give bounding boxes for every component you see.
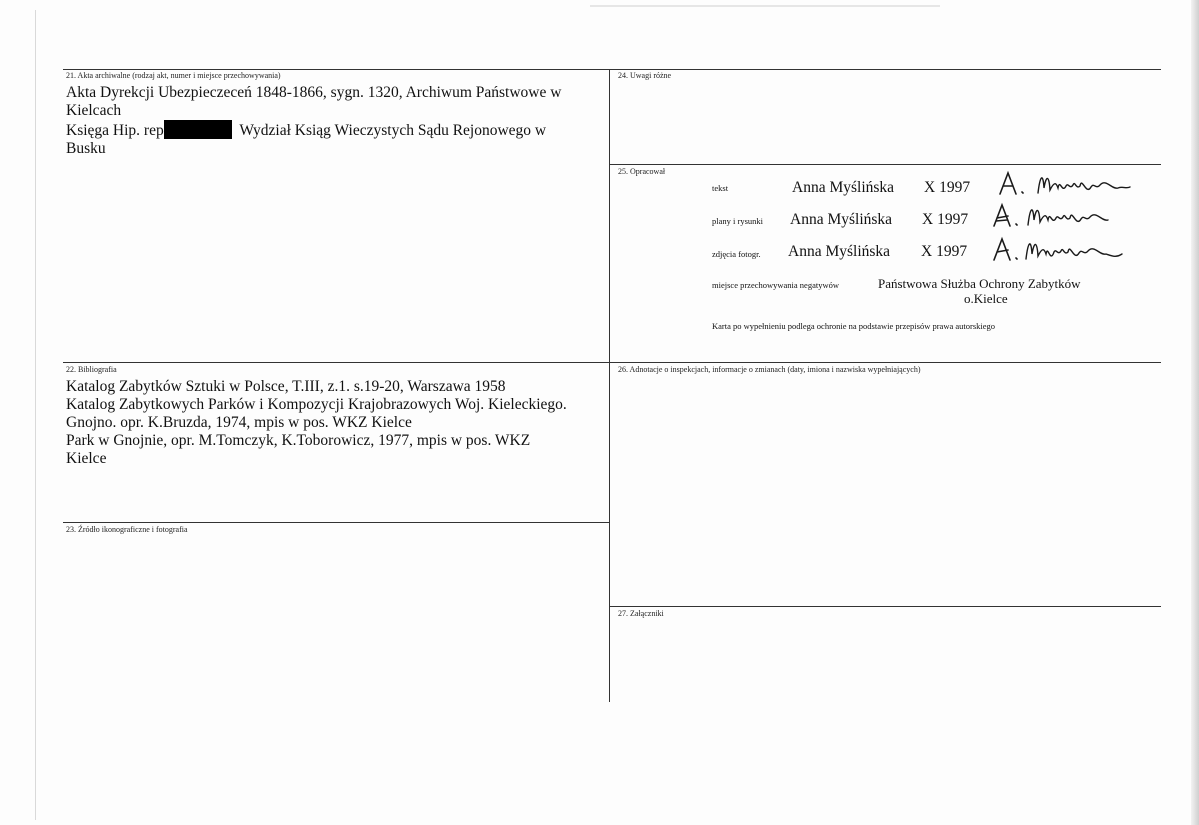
- archive-line-3-before: Księga Hip. rep: [66, 122, 164, 139]
- signature-zdjecia: [990, 234, 1125, 270]
- rule-22-23: [63, 522, 610, 523]
- bibliography-line: Katalog Zabytków Sztuki w Polsce, T.III, z.1. s.19-20, Warszawa 1958: [66, 378, 506, 395]
- scan-left-edge: [35, 10, 36, 820]
- row-zdjecia-name: Anna Myślińska: [788, 243, 891, 260]
- row-zdjecia-date: X 1997: [921, 243, 968, 260]
- scan-right-edge: [1191, 0, 1199, 825]
- rule-26-27: [610, 606, 1161, 607]
- section-23-label: 23. Źródło ikonograficzne i fotografia: [66, 525, 188, 534]
- rule-24-25: [610, 164, 1161, 165]
- archive-line-1: Akta Dyrekcji Ubezpieczeceń 1848-1866, sygn. 1320, Archiwum Państwowe w: [66, 84, 562, 101]
- scan-artifact: [590, 5, 940, 7]
- archive-line-3-after: Wydział Ksiąg Wieczystych Sądu Rejonowego w: [239, 122, 547, 139]
- bibliography-line: Park w Gnojnie, opr. M.Tomczyk, K.Toborowicz, 1977, mpis w pos. WKZ: [66, 432, 531, 449]
- negatives-value: Państwowa Służba Ochrony Zabytków: [878, 276, 1081, 291]
- bibliography-list: [66, 378, 567, 468]
- row-plany-date: X 1997: [922, 211, 969, 228]
- row-zdjecia-type: zdjęcia fotogr.: [712, 249, 761, 259]
- row-tekst-name: Anna Myślińska: [792, 179, 895, 196]
- archive-line-2: Kielcach: [66, 102, 122, 119]
- redaction-box: [164, 120, 232, 139]
- signature-tekst: [996, 168, 1136, 200]
- section-25-label: 25. Opracował: [618, 167, 666, 176]
- archive-line-4: Busku: [66, 140, 106, 157]
- top-rule: [63, 69, 1161, 70]
- negatives-label: miejsce przechowywania negatywów: [712, 280, 839, 290]
- negatives-value-2: o.Kielce: [964, 291, 1008, 306]
- archive-line-3: [66, 120, 561, 140]
- row-tekst-type: tekst: [712, 183, 729, 193]
- section-21-content: [66, 84, 561, 158]
- section-24-label: 24. Uwagi różne: [618, 71, 672, 80]
- row-tekst-date: X 1997: [924, 179, 971, 196]
- bibliography-line: Kielce: [66, 450, 107, 467]
- rule-middle: [63, 362, 1161, 363]
- row-plany-name: Anna Myślińska: [790, 211, 893, 228]
- copyright-note: Karta po wypełnieniu podlega ochronie na podstawie przepisów prawa autorskiego: [712, 321, 996, 331]
- section-22-label: 22. Bibliografia: [66, 365, 117, 374]
- section-26-label: 26. Adnotacje o inspekcjach, informacje o zmianach (daty, imiona i nazwiska wypełniających): [618, 365, 921, 374]
- bibliography-line: Gnojno. opr. K.Bruzda, 1974, mpis w pos. WKZ Kielce: [66, 414, 412, 431]
- row-plany-type: plany i rysunki: [712, 216, 763, 226]
- section-21-label: 21. Akta archiwalne (rodzaj akt, numer i miejsce przechowywania): [66, 71, 281, 80]
- bibliography-line: Katalog Zabytkowych Parków i Kompozycji Krajobrazowych Woj. Kieleckiego.: [66, 396, 567, 413]
- signature-plany: [990, 200, 1120, 232]
- section-27-label: 27. Załączniki: [618, 609, 664, 618]
